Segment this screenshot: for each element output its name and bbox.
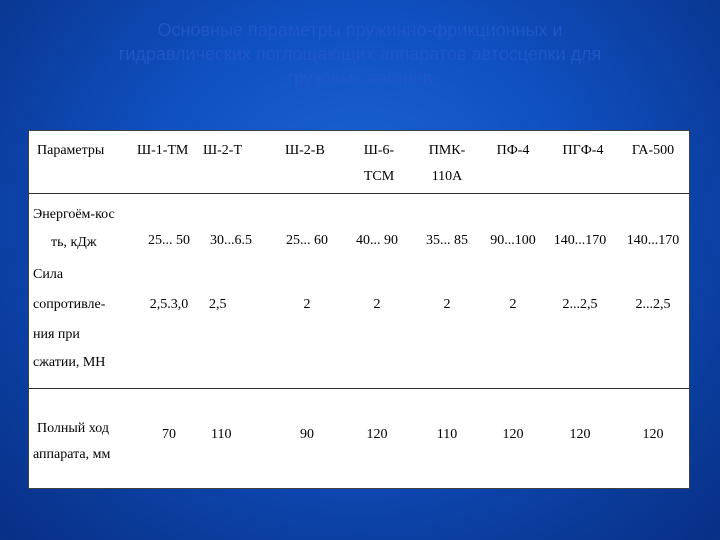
stroke-value: 120 <box>569 427 591 442</box>
row-force-label-line2: сопротивле- <box>33 297 106 312</box>
row-force-label-line3: ния при <box>33 327 80 342</box>
header-sh-2-v: Ш-2-В <box>285 143 325 158</box>
header-pf-4: ПФ-4 <box>496 143 530 158</box>
row-stroke-label-line1: Полный ход <box>37 421 109 436</box>
force-value: 2,5.3,0 <box>149 297 189 312</box>
header-pmk-110a-line1: ПМК- <box>428 143 466 158</box>
stroke-value: 70 <box>162 427 176 442</box>
energy-value: 40... 90 <box>356 233 398 248</box>
force-value: 2 <box>303 297 311 312</box>
row-energy-label-line2: ть, кДж <box>51 235 97 250</box>
header-parameters: Параметры <box>37 143 105 158</box>
table-divider <box>29 388 689 389</box>
slide-title-line-2: гидравлических поглощающих аппаратов автосцепки для <box>118 44 602 64</box>
header-pmk-110a-line2: 110А <box>431 169 463 184</box>
force-value: 2 <box>443 297 451 312</box>
row-stroke-label-line2: аппарата, мм <box>33 447 111 462</box>
header-sh-6-tsm-line1: Ш-6- <box>363 143 395 158</box>
header-sh-1-tm: Ш-1-ТМ <box>137 143 189 158</box>
stroke-value: 110 <box>436 427 458 442</box>
row-force-label-line4: сжатии, МН <box>33 355 106 370</box>
header-sh-6-tsm-line2: ТСМ <box>363 169 395 184</box>
slide-title-line-1: Основные параметры пружинно-фрикционных и <box>157 20 563 40</box>
energy-value: 90...100 <box>490 233 536 248</box>
parameters-table <box>28 130 690 489</box>
row-energy-label-line1: Энергоём-кос <box>33 207 115 222</box>
energy-value: 25... 50 <box>148 233 190 248</box>
header-sh-2-t: Ш-2-Т <box>203 143 242 158</box>
header-ga-500: ГА-500 <box>631 143 675 158</box>
stroke-value: 110 <box>211 427 232 442</box>
energy-value: 140...170 <box>626 233 680 248</box>
energy-value: 30...6.5 <box>210 233 252 248</box>
stroke-value: 120 <box>642 427 664 442</box>
row-force-label-line1: Сила <box>33 267 64 282</box>
force-value: 2,5 <box>209 297 227 312</box>
force-value: 2...2,5 <box>562 297 598 312</box>
stroke-value: 120 <box>502 427 524 442</box>
energy-value: 140...170 <box>553 233 607 248</box>
force-value: 2 <box>373 297 381 312</box>
energy-value: 35... 85 <box>426 233 468 248</box>
force-value: 2 <box>509 297 517 312</box>
slide-title <box>30 18 690 90</box>
energy-value: 25... 60 <box>286 233 328 248</box>
table-divider <box>29 193 689 194</box>
stroke-value: 120 <box>366 427 388 442</box>
slide-title-line-3: грузовых вагонов <box>287 68 433 88</box>
header-pgf-4: ПГФ-4 <box>562 143 604 158</box>
force-value: 2...2,5 <box>635 297 671 312</box>
stroke-value: 90 <box>300 427 314 442</box>
